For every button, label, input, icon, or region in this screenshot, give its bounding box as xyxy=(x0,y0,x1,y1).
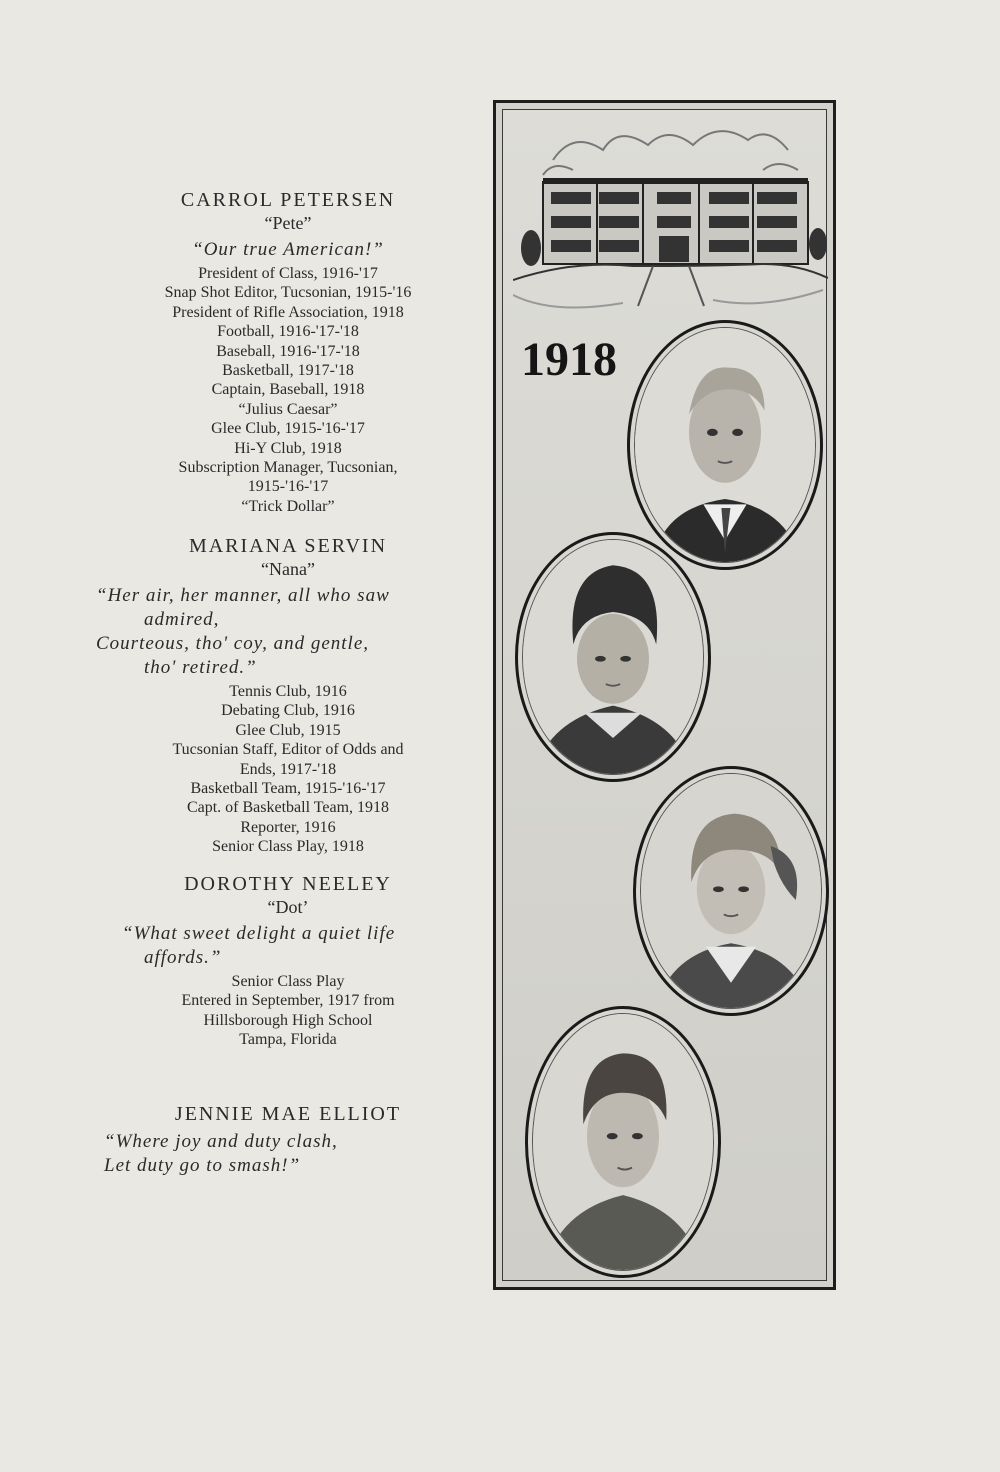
portrait-ring xyxy=(640,773,822,1009)
portrait-ring xyxy=(522,539,704,775)
activity: Captain, Baseball, 1918 xyxy=(211,381,365,399)
activity: Glee Club, 1915-'16-'17 xyxy=(211,420,365,438)
activity: Reporter, 1916 xyxy=(240,818,336,836)
motto-line: Courteous, tho' coy, and gentle, xyxy=(96,633,370,654)
student-name: CARROL PETERSEN xyxy=(180,189,396,211)
motto-line: “Our true American!” xyxy=(192,239,384,260)
activity: Basketball, 1917-'18 xyxy=(222,362,354,380)
portrait-dorothy-neeley xyxy=(633,766,829,1016)
entry-dorothy-neeley xyxy=(96,872,480,1050)
class-year: 1918 xyxy=(521,333,617,386)
motto-line: “What sweet delight a quiet life xyxy=(122,923,396,944)
activity: President of Class, 1916-'17 xyxy=(198,265,378,282)
entry-mariana-servin xyxy=(96,534,480,857)
portrait-ring xyxy=(532,1013,714,1271)
activity: Tucsonian Staff, Editor of Odds and xyxy=(172,741,404,759)
school-building-illustration xyxy=(513,120,828,320)
student-name: MARIANA SERVIN xyxy=(188,535,388,557)
student-motto xyxy=(96,1130,480,1178)
motto-line: “Where joy and duty clash, xyxy=(104,1131,338,1152)
activity: Debating Club, 1916 xyxy=(221,702,355,720)
activity: Subscription Manager, Tucsonian, xyxy=(178,459,398,477)
portrait-mariana-servin xyxy=(515,532,711,782)
activity: Hillsborough High School xyxy=(203,1011,373,1029)
entry-carrol-petersen xyxy=(96,188,480,516)
activity: Tampa, Florida xyxy=(239,1031,337,1049)
portrait-jennie-mae-elliot xyxy=(525,1006,721,1278)
activity: 1915-'16-'17 xyxy=(247,478,329,496)
student-nickname: “Nana” xyxy=(261,559,315,579)
student-motto xyxy=(96,922,480,970)
panel-inner-border xyxy=(502,109,827,1281)
student-name: DOROTHY NEELEY xyxy=(184,873,392,895)
motto-line: tho' retired.” xyxy=(144,657,257,678)
portrait-panel xyxy=(493,100,836,1290)
student-name: JENNIE MAE ELLIOT xyxy=(174,1103,402,1125)
entry-jennie-mae-elliot xyxy=(96,1102,480,1180)
activity: “Trick Dollar” xyxy=(241,497,335,515)
activity: Tennis Club, 1916 xyxy=(229,683,347,700)
portrait-carrol-petersen xyxy=(627,320,823,570)
activity: Baseball, 1916-'17-'18 xyxy=(216,342,360,360)
activity: Basketball Team, 1915-'16-'17 xyxy=(190,780,386,798)
motto-line: “Her air, her manner, all who saw xyxy=(96,585,390,606)
portrait-photo xyxy=(523,540,703,774)
activity: President of Rifle Association, 1918 xyxy=(172,303,404,321)
student-motto xyxy=(96,584,480,680)
portrait-ring xyxy=(634,327,816,563)
activity: Entered in September, 1917 from xyxy=(181,992,395,1010)
student-nickname: “Pete” xyxy=(264,213,312,233)
portrait-photo xyxy=(641,774,821,1008)
activity: Hi-Y Club, 1918 xyxy=(234,439,342,457)
portrait-photo xyxy=(533,1014,713,1270)
activity: Football, 1916-'17-'18 xyxy=(217,323,359,341)
activity xyxy=(96,283,480,302)
portrait-photo xyxy=(635,328,815,562)
activity: Senior Class Play xyxy=(231,973,345,990)
activity-text: Snap Shot Editor, Tucsonian, 1915-'16 xyxy=(164,284,412,302)
activity: Capt. of Basketball Team, 1918 xyxy=(186,799,390,817)
activity: Glee Club, 1915 xyxy=(235,721,341,739)
activity: “Julius Caesar” xyxy=(238,400,338,418)
student-motto xyxy=(96,238,480,262)
activity: Senior Class Play, 1918 xyxy=(212,838,364,856)
activity: Ends, 1917-'18 xyxy=(239,760,337,778)
motto-line: affords.” xyxy=(144,947,222,968)
motto-line: admired, xyxy=(144,609,220,630)
motto-line: Let duty go to smash!” xyxy=(104,1155,301,1176)
student-nickname: “Dot’ xyxy=(267,897,309,917)
